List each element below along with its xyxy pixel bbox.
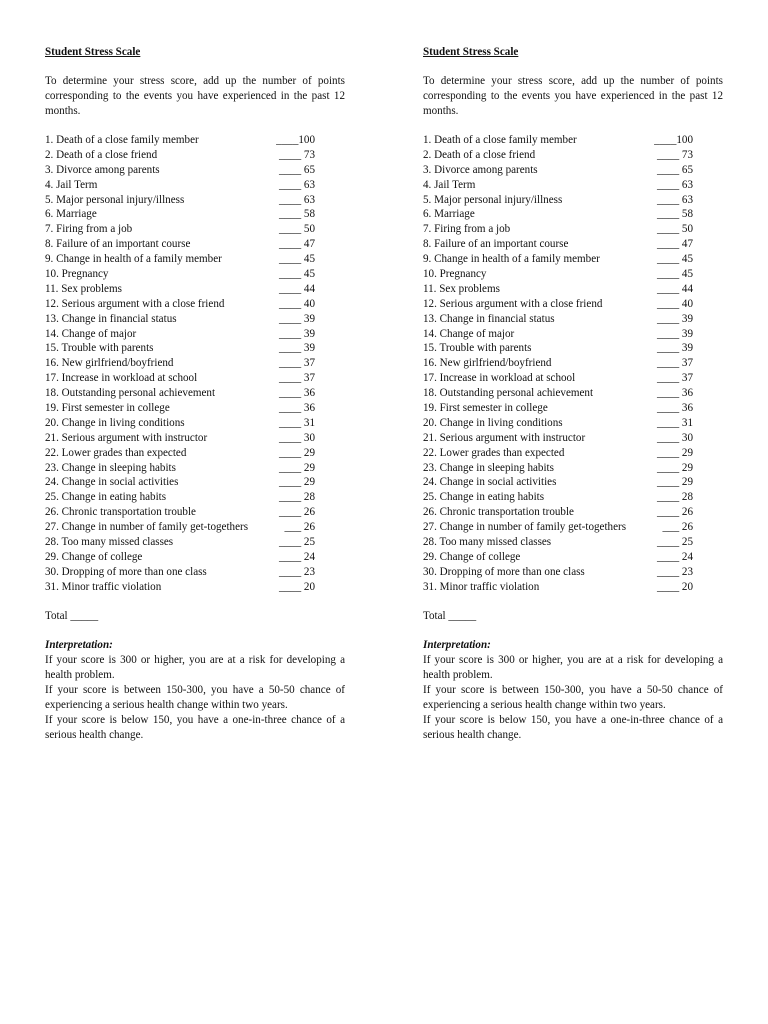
event-score: ____ 29 bbox=[278, 461, 315, 474]
event-score: ____ 29 bbox=[656, 476, 693, 489]
event-row bbox=[423, 282, 723, 297]
event-label: 6. Marriage bbox=[423, 208, 475, 221]
event-label: 12. Serious argument with a close friend bbox=[423, 297, 603, 310]
total-line: Total _____ bbox=[423, 609, 477, 622]
event-row bbox=[423, 550, 723, 565]
event-label: 11. Sex problems bbox=[45, 282, 122, 295]
event-row bbox=[423, 446, 723, 461]
event-score: ____ 28 bbox=[656, 491, 693, 504]
event-row bbox=[423, 535, 723, 550]
event-score: ____ 45 bbox=[278, 268, 315, 281]
event-row bbox=[45, 297, 345, 312]
event-row bbox=[45, 312, 345, 327]
event-row bbox=[423, 416, 723, 431]
event-score: ____ 37 bbox=[278, 372, 315, 385]
event-score: ____ 65 bbox=[278, 163, 315, 176]
document-title: Student Stress Scale bbox=[423, 46, 519, 58]
event-row bbox=[423, 520, 723, 535]
event-score: ____ 65 bbox=[656, 163, 693, 176]
event-label: 10. Pregnancy bbox=[45, 268, 109, 281]
event-label: 22. Lower grades than expected bbox=[423, 446, 565, 459]
event-label: 31. Minor traffic violation bbox=[423, 580, 540, 593]
event-row bbox=[45, 535, 345, 550]
event-label: 24. Change in social activities bbox=[45, 476, 179, 489]
event-score: ____ 30 bbox=[656, 431, 693, 444]
event-score: ____ 45 bbox=[656, 253, 693, 266]
event-row bbox=[45, 580, 345, 595]
event-row bbox=[45, 401, 345, 416]
event-row bbox=[45, 163, 345, 178]
event-score: ____ 37 bbox=[656, 372, 693, 385]
interpretation-heading: Interpretation: bbox=[45, 638, 113, 651]
event-row bbox=[45, 505, 345, 520]
event-list bbox=[423, 133, 723, 595]
event-row bbox=[45, 565, 345, 580]
event-score: ____ 44 bbox=[656, 282, 693, 295]
event-score: ____ 40 bbox=[278, 297, 315, 310]
interpretation-line: If your score is between 150-300, you have a 50-50 chance of experiencing a serious health change within two years. bbox=[45, 683, 345, 711]
event-label: 19. First semester in college bbox=[45, 402, 170, 415]
intro-paragraph: To determine your stress score, add up the number of points corresponding to the events you have experienced in the past 12 months. bbox=[45, 75, 345, 117]
event-row bbox=[45, 252, 345, 267]
event-score: ____ 45 bbox=[656, 268, 693, 281]
event-row bbox=[423, 193, 723, 208]
event-row bbox=[423, 163, 723, 178]
interpretation-line: If your score is below 150, you have a one-in-three chance of a serious health change. bbox=[423, 713, 723, 741]
event-score: ____100 bbox=[276, 134, 315, 146]
event-label: 15. Trouble with parents bbox=[45, 342, 154, 355]
event-label: 4. Jail Term bbox=[423, 178, 476, 191]
event-row bbox=[423, 237, 723, 252]
event-score: ____ 25 bbox=[278, 536, 315, 549]
event-label: 4. Jail Term bbox=[45, 178, 98, 191]
stress-scale-column-right bbox=[423, 45, 723, 743]
event-label: 9. Change in health of a family member bbox=[45, 253, 222, 266]
event-score: ____ 30 bbox=[278, 431, 315, 444]
event-row bbox=[423, 461, 723, 476]
interpretation-line: If your score is 300 or higher, you are at a risk for developing a health problem. bbox=[45, 653, 345, 681]
event-score: ____ 39 bbox=[656, 342, 693, 355]
event-label: 3. Divorce among parents bbox=[45, 163, 160, 176]
event-score: ____ 63 bbox=[656, 178, 693, 191]
event-row bbox=[423, 475, 723, 490]
intro-paragraph: To determine your stress score, add up the number of points corresponding to the events you have experienced in the past 12 months. bbox=[423, 75, 723, 117]
event-score: ____ 26 bbox=[278, 506, 315, 519]
event-score: ____ 39 bbox=[278, 342, 315, 355]
event-row bbox=[423, 267, 723, 282]
event-label: 7. Firing from a job bbox=[423, 223, 511, 236]
event-row bbox=[423, 505, 723, 520]
event-label: 27. Change in number of family get-togethers bbox=[423, 521, 627, 534]
event-label: 28. Too many missed classes bbox=[45, 536, 174, 549]
event-label: 2. Death of a close friend bbox=[423, 148, 536, 161]
event-row bbox=[423, 148, 723, 163]
event-score: ____ 39 bbox=[278, 312, 315, 325]
event-score: ____ 39 bbox=[656, 312, 693, 325]
stress-scale-column-left bbox=[45, 45, 345, 743]
event-label: 5. Major personal injury/illness bbox=[45, 193, 185, 206]
event-row bbox=[45, 386, 345, 401]
event-label: 25. Change in eating habits bbox=[45, 491, 167, 504]
event-label: 26. Chronic transportation trouble bbox=[45, 506, 196, 519]
event-score: ____ 37 bbox=[656, 357, 693, 370]
event-row bbox=[423, 252, 723, 267]
event-score: ____ 39 bbox=[656, 327, 693, 340]
event-row bbox=[423, 222, 723, 237]
event-score: ____ 29 bbox=[656, 446, 693, 459]
event-score: ____ 47 bbox=[656, 238, 693, 251]
event-row bbox=[423, 312, 723, 327]
event-label: 30. Dropping of more than one class bbox=[423, 565, 585, 578]
event-label: 24. Change in social activities bbox=[423, 476, 557, 489]
event-row bbox=[423, 297, 723, 312]
event-label: 23. Change in sleeping habits bbox=[423, 461, 554, 474]
event-score: ____ 50 bbox=[278, 223, 315, 236]
event-label: 28. Too many missed classes bbox=[423, 536, 552, 549]
event-label: 15. Trouble with parents bbox=[423, 342, 532, 355]
event-label: 27. Change in number of family get-togethers bbox=[45, 521, 249, 534]
event-score: ___ 26 bbox=[662, 521, 693, 534]
interpretation-heading: Interpretation: bbox=[423, 638, 491, 651]
event-label: 1. Death of a close family member bbox=[423, 134, 577, 146]
event-row bbox=[45, 267, 345, 282]
event-score: ____ 73 bbox=[278, 148, 315, 161]
event-row bbox=[45, 222, 345, 237]
event-row bbox=[423, 386, 723, 401]
event-score: ___ 26 bbox=[284, 521, 315, 534]
event-label: 20. Change in living conditions bbox=[45, 416, 185, 429]
event-label: 5. Major personal injury/illness bbox=[423, 193, 563, 206]
event-row bbox=[423, 133, 723, 148]
event-label: 6. Marriage bbox=[45, 208, 97, 221]
event-label: 19. First semester in college bbox=[423, 402, 548, 415]
event-row bbox=[45, 475, 345, 490]
event-score: ____ 39 bbox=[278, 327, 315, 340]
event-label: 21. Serious argument with instructor bbox=[45, 431, 208, 444]
event-label: 12. Serious argument with a close friend bbox=[45, 297, 225, 310]
event-score: ____ 50 bbox=[656, 223, 693, 236]
event-score: ____ 26 bbox=[656, 506, 693, 519]
event-label: 18. Outstanding personal achievement bbox=[423, 387, 594, 400]
event-row bbox=[423, 401, 723, 416]
event-score: ____ 36 bbox=[656, 387, 693, 400]
event-row bbox=[423, 490, 723, 505]
event-score: ____ 63 bbox=[278, 178, 315, 191]
event-score: ____ 36 bbox=[656, 402, 693, 415]
event-score: ____ 58 bbox=[656, 208, 693, 221]
event-score: ____ 58 bbox=[278, 208, 315, 221]
event-row bbox=[423, 580, 723, 595]
event-label: 14. Change of major bbox=[45, 327, 137, 340]
event-score: ____ 25 bbox=[656, 536, 693, 549]
event-label: 31. Minor traffic violation bbox=[45, 580, 162, 593]
event-label: 10. Pregnancy bbox=[423, 268, 487, 281]
total-line: Total _____ bbox=[45, 609, 99, 622]
event-label: 22. Lower grades than expected bbox=[45, 446, 187, 459]
event-label: 17. Increase in workload at school bbox=[45, 372, 198, 385]
event-score: ____ 31 bbox=[656, 416, 693, 429]
event-label: 29. Change of college bbox=[423, 550, 521, 563]
event-score: ____ 24 bbox=[278, 550, 315, 563]
event-score: ____ 20 bbox=[656, 580, 693, 593]
event-row bbox=[45, 416, 345, 431]
event-score: ____ 20 bbox=[278, 580, 315, 593]
event-label: 1. Death of a close family member bbox=[45, 134, 199, 146]
event-score: ____ 23 bbox=[278, 565, 315, 578]
event-row bbox=[423, 565, 723, 580]
event-score: ____ 73 bbox=[656, 148, 693, 161]
event-row bbox=[45, 148, 345, 163]
event-row bbox=[423, 356, 723, 371]
interpretation-line: If your score is 300 or higher, you are at a risk for developing a health problem. bbox=[423, 653, 723, 681]
event-label: 8. Failure of an important course bbox=[423, 238, 569, 251]
event-row bbox=[45, 282, 345, 297]
event-score: ____ 31 bbox=[278, 416, 315, 429]
event-score: ____ 63 bbox=[278, 193, 315, 206]
event-row bbox=[423, 327, 723, 342]
document-title: Student Stress Scale bbox=[45, 46, 141, 58]
event-label: 18. Outstanding personal achievement bbox=[45, 387, 216, 400]
event-label: 21. Serious argument with instructor bbox=[423, 431, 586, 444]
event-label: 17. Increase in workload at school bbox=[423, 372, 576, 385]
event-label: 25. Change in eating habits bbox=[423, 491, 545, 504]
interpretation-line: If your score is between 150-300, you have a 50-50 chance of experiencing a serious health change within two years. bbox=[423, 683, 723, 711]
event-score: ____ 24 bbox=[656, 550, 693, 563]
event-row bbox=[423, 371, 723, 386]
event-row bbox=[45, 341, 345, 356]
event-label: 26. Chronic transportation trouble bbox=[423, 506, 574, 519]
event-label: 13. Change in financial status bbox=[423, 312, 555, 325]
event-label: 3. Divorce among parents bbox=[423, 163, 538, 176]
event-row bbox=[45, 431, 345, 446]
event-score: ____ 45 bbox=[278, 253, 315, 266]
interpretation-line: If your score is below 150, you have a one-in-three chance of a serious health change. bbox=[45, 713, 345, 741]
event-row bbox=[45, 490, 345, 505]
event-row bbox=[45, 371, 345, 386]
event-row bbox=[45, 207, 345, 222]
event-label: 16. New girlfriend/boyfriend bbox=[45, 357, 174, 370]
event-row bbox=[45, 193, 345, 208]
event-label: 8. Failure of an important course bbox=[45, 238, 191, 251]
event-score: ____ 63 bbox=[656, 193, 693, 206]
event-row bbox=[45, 520, 345, 535]
event-score: ____ 36 bbox=[278, 402, 315, 415]
event-score: ____ 37 bbox=[278, 357, 315, 370]
event-score: ____ 36 bbox=[278, 387, 315, 400]
event-row bbox=[423, 178, 723, 193]
event-row bbox=[423, 341, 723, 356]
event-row bbox=[423, 431, 723, 446]
event-score: ____ 40 bbox=[656, 297, 693, 310]
event-row bbox=[45, 178, 345, 193]
event-label: 14. Change of major bbox=[423, 327, 515, 340]
event-score: ____ 28 bbox=[278, 491, 315, 504]
event-score: ____ 29 bbox=[278, 476, 315, 489]
event-row bbox=[45, 356, 345, 371]
event-list bbox=[45, 133, 345, 595]
event-score: ____ 44 bbox=[278, 282, 315, 295]
event-row bbox=[45, 237, 345, 252]
event-label: 7. Firing from a job bbox=[45, 223, 133, 236]
event-label: 9. Change in health of a family member bbox=[423, 253, 600, 266]
event-score: ____100 bbox=[654, 134, 693, 146]
event-label: 11. Sex problems bbox=[423, 282, 500, 295]
event-row bbox=[45, 550, 345, 565]
event-label: 29. Change of college bbox=[45, 550, 143, 563]
event-row bbox=[45, 327, 345, 342]
event-row bbox=[45, 133, 345, 148]
event-row bbox=[423, 207, 723, 222]
event-score: ____ 29 bbox=[656, 461, 693, 474]
event-label: 20. Change in living conditions bbox=[423, 416, 563, 429]
event-score: ____ 29 bbox=[278, 446, 315, 459]
event-label: 30. Dropping of more than one class bbox=[45, 565, 207, 578]
event-row bbox=[45, 446, 345, 461]
event-label: 2. Death of a close friend bbox=[45, 148, 158, 161]
event-label: 16. New girlfriend/boyfriend bbox=[423, 357, 552, 370]
event-row bbox=[45, 461, 345, 476]
event-score: ____ 23 bbox=[656, 565, 693, 578]
event-score: ____ 47 bbox=[278, 238, 315, 251]
event-label: 23. Change in sleeping habits bbox=[45, 461, 176, 474]
event-label: 13. Change in financial status bbox=[45, 312, 177, 325]
